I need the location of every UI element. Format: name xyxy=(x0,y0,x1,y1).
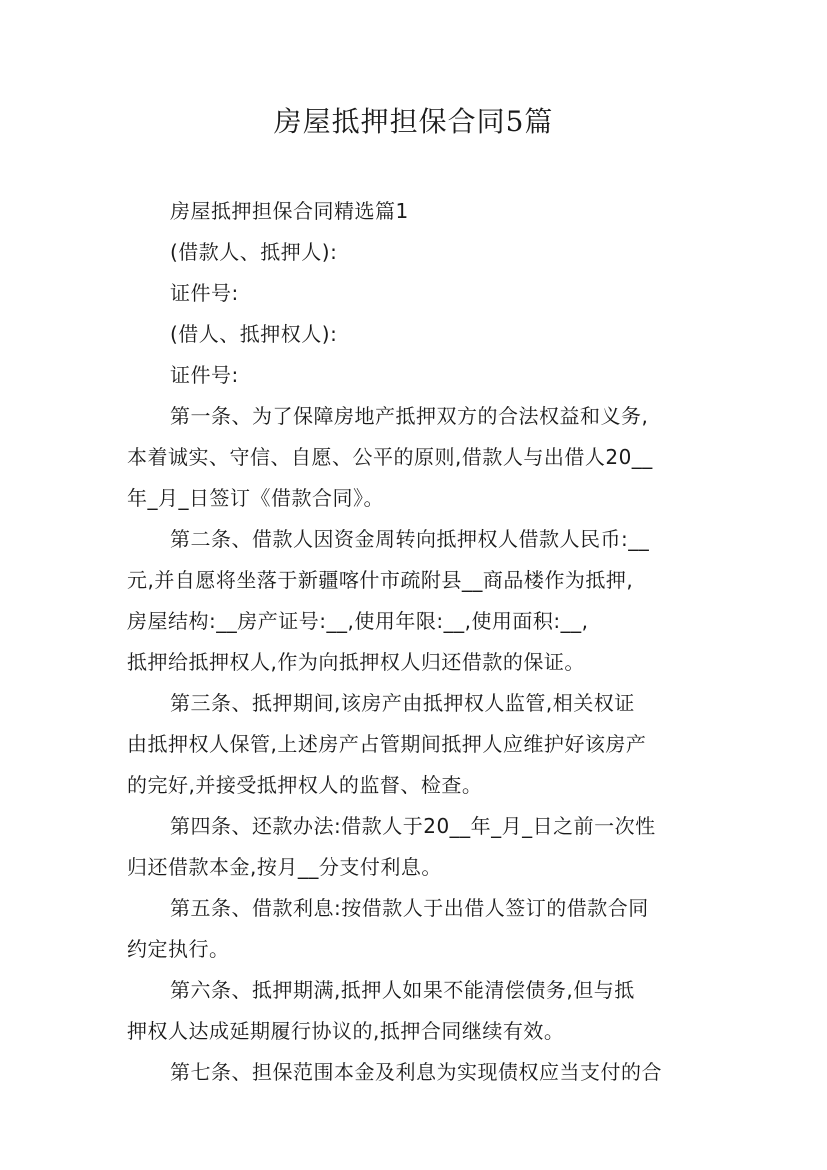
paragraph-line: 年_月_日签订《借款合同》。 xyxy=(127,486,384,510)
article-2 xyxy=(127,519,707,683)
paragraph-line: 本着诚实、守信、自愿、公平的原则,借款人与出借人20__ xyxy=(127,445,653,469)
paragraph-line: 约定执行。 xyxy=(127,937,230,961)
borrower-label: (借款人、抵押人): xyxy=(170,240,338,264)
paragraph-line: 元,并自愿将坐落于新疆喀什市疏附县__商品楼作为抵押, xyxy=(127,568,634,592)
paragraph-line: 房屋结构:__房产证号:__,使用年限:__,使用面积:__, xyxy=(127,609,589,633)
article-1 xyxy=(127,396,707,519)
article-4 xyxy=(127,806,707,888)
paragraph-line: 第七条、担保范围本金及利息为实现债权应当支付的合 xyxy=(170,1060,662,1084)
lender-label: (借人、抵押权人): xyxy=(170,322,338,346)
paragraph-line: 第二条、借款人因资金周转向抵押权人借款人民币:__ xyxy=(170,527,650,551)
article-5 xyxy=(127,888,707,970)
lender-id-label: 证件号: xyxy=(170,363,239,387)
paragraph-line: 第一条、为了保障房地产抵押双方的合法权益和义务, xyxy=(170,404,649,428)
paragraph-line: 押权人达成延期履行协议的,抵押合同继续有效。 xyxy=(127,1019,565,1043)
paragraph-line: 第三条、抵押期间,该房产由抵押权人监管,相关权证 xyxy=(170,691,635,715)
paragraph-line: 第六条、抵押期满,抵押人如果不能清偿债务,但与抵 xyxy=(170,978,635,1002)
document-body xyxy=(127,191,707,1093)
paragraph-line: 第四条、还款办法:借款人于20__年_月_日之前一次性 xyxy=(170,814,656,838)
paragraph-line: 的完好,并接受抵押权人的监督、检查。 xyxy=(127,773,483,797)
article-7 xyxy=(127,1052,707,1093)
article-3 xyxy=(127,683,707,806)
paragraph-line: 归还借款本金,按月__分支付利息。 xyxy=(127,855,442,879)
paragraph-line: 抵押给抵押权人,作为向抵押权人归还借款的保证。 xyxy=(127,650,585,674)
borrower-id-label: 证件号: xyxy=(170,281,239,305)
paragraph-line: 第五条、借款利息:按借款人于出借人签订的借款合同 xyxy=(170,896,649,920)
section-heading: 房屋抵押担保合同精选篇1 xyxy=(170,199,409,223)
document-title: 房屋抵押担保合同5篇 xyxy=(273,105,554,138)
article-6 xyxy=(127,970,707,1052)
paragraph-line: 由抵押权人保管,上述房产占管期间抵押人应维护好该房产 xyxy=(127,732,647,756)
